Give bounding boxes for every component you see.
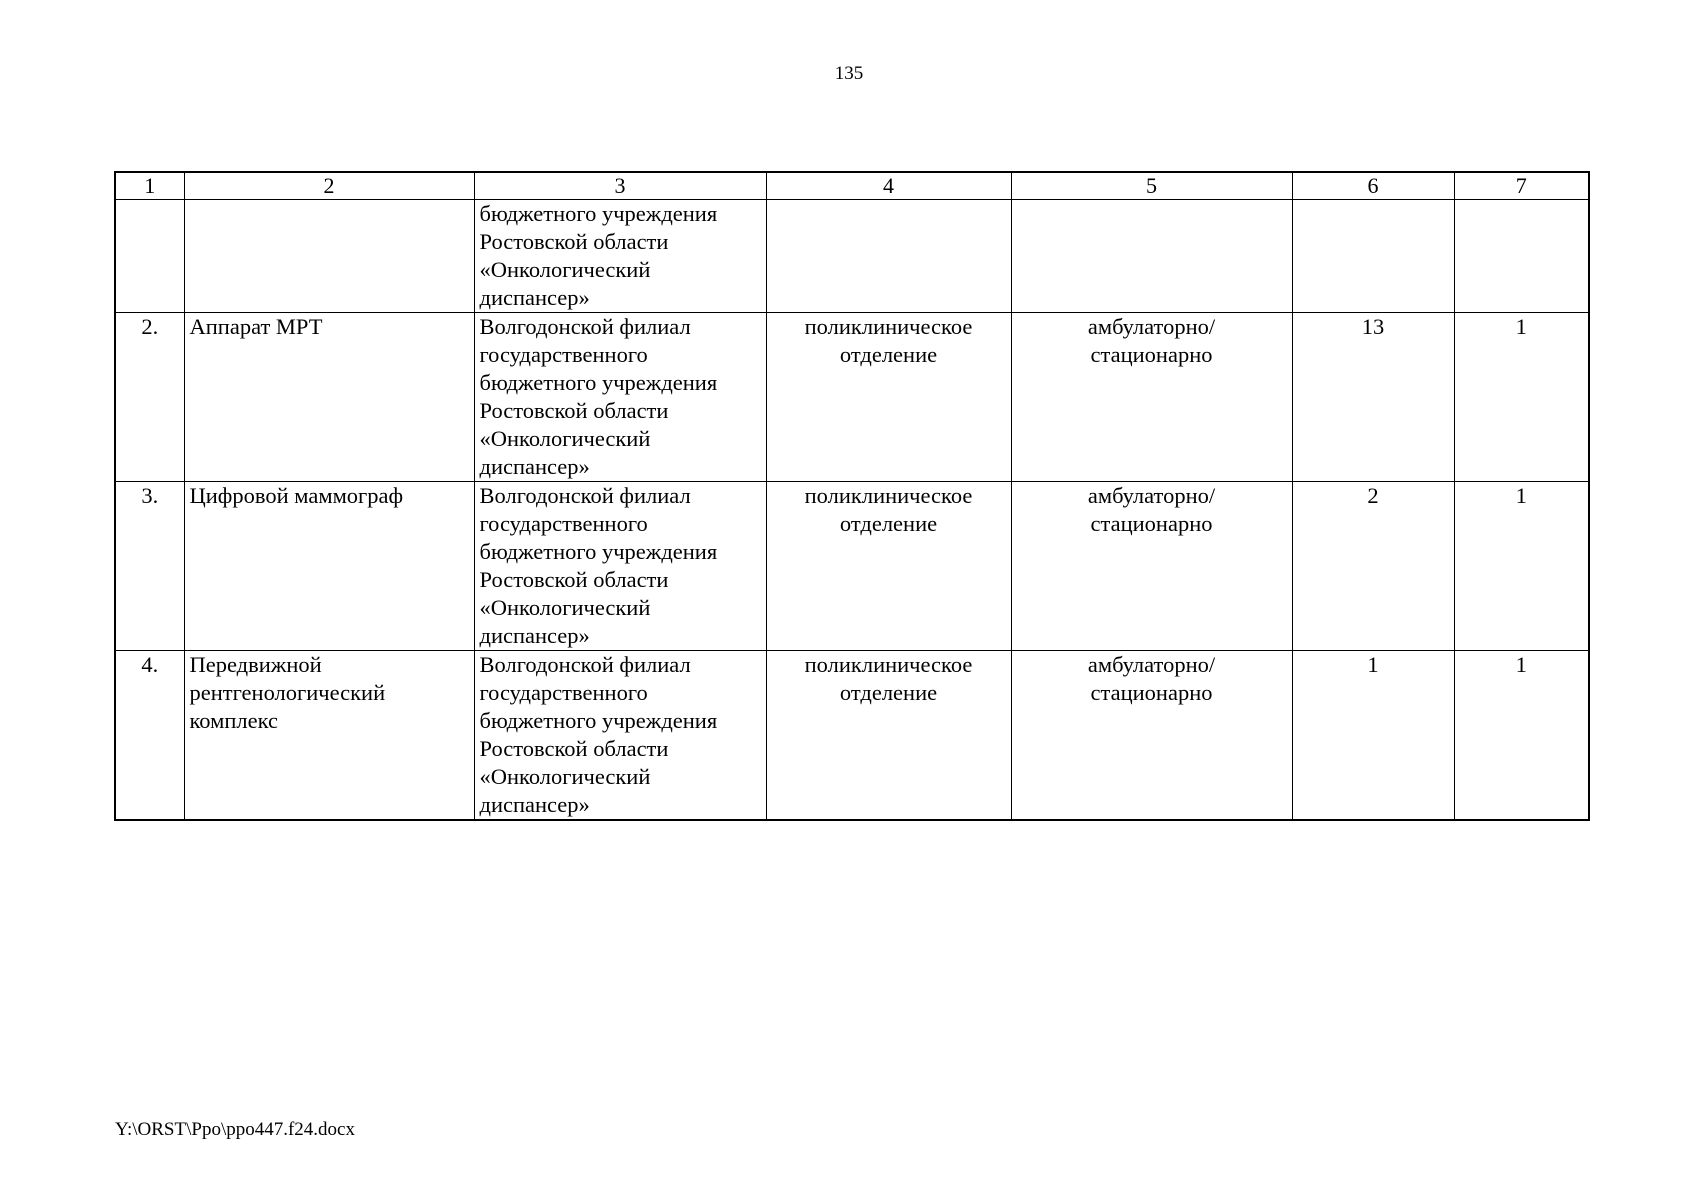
quantity-cell: 1	[1454, 651, 1589, 821]
page-number: 135	[834, 63, 864, 84]
column-number-cell: 3	[474, 172, 766, 200]
row-number-cell: 3.	[115, 482, 184, 651]
equipment-table	[114, 171, 1590, 821]
column-number-cell: 6	[1292, 172, 1454, 200]
organization-cell: бюджетного учреждения Ростовской области «Онкологический диспансер»	[474, 200, 766, 313]
department-cell: поликлиническое отделение	[766, 482, 1011, 651]
organization-cell: Волгодонской филиал государственного бюджетного учреждения Ростовской области «Онкологический диспансер»	[474, 313, 766, 482]
table-cell	[1454, 200, 1589, 313]
table-row	[115, 482, 1589, 651]
table-cell	[115, 200, 184, 313]
department-cell: поликлиническое отделение	[766, 313, 1011, 482]
row-number-cell: 4.	[115, 651, 184, 821]
column-number-row	[115, 172, 1589, 200]
equipment-cell: Цифровой маммограф	[184, 482, 474, 651]
table-cell	[1292, 200, 1454, 313]
conditions-cell: амбулаторно/ стационарно	[1011, 482, 1292, 651]
conditions-cell: амбулаторно/ стационарно	[1011, 651, 1292, 821]
footer-file-path: Y:\ORST\Ppo\ppo447.f24.docx	[115, 1119, 355, 1140]
column-number-cell: 7	[1454, 172, 1589, 200]
table-row	[115, 313, 1589, 482]
equipment-cell: Передвижной рентгенологический комплекс	[184, 651, 474, 821]
count-cell: 1	[1292, 651, 1454, 821]
column-number-cell: 5	[1011, 172, 1292, 200]
table-cell	[184, 200, 474, 313]
department-cell: поликлиническое отделение	[766, 651, 1011, 821]
equipment-cell: Аппарат МРТ	[184, 313, 474, 482]
organization-cell: Волгодонской филиал государственного бюджетного учреждения Ростовской области «Онкологический диспансер»	[474, 482, 766, 651]
organization-cell: Волгодонской филиал государственного бюджетного учреждения Ростовской области «Онкологический диспансер»	[474, 651, 766, 821]
table-cell	[766, 200, 1011, 313]
table-cell	[1011, 200, 1292, 313]
conditions-cell: амбулаторно/ стационарно	[1011, 313, 1292, 482]
column-number-cell: 4	[766, 172, 1011, 200]
column-number-cell: 2	[184, 172, 474, 200]
continuation-row	[115, 200, 1589, 313]
row-number-cell: 2.	[115, 313, 184, 482]
table-row	[115, 651, 1589, 821]
quantity-cell: 1	[1454, 313, 1589, 482]
column-number-cell: 1	[115, 172, 184, 200]
quantity-cell: 1	[1454, 482, 1589, 651]
count-cell: 2	[1292, 482, 1454, 651]
count-cell: 13	[1292, 313, 1454, 482]
